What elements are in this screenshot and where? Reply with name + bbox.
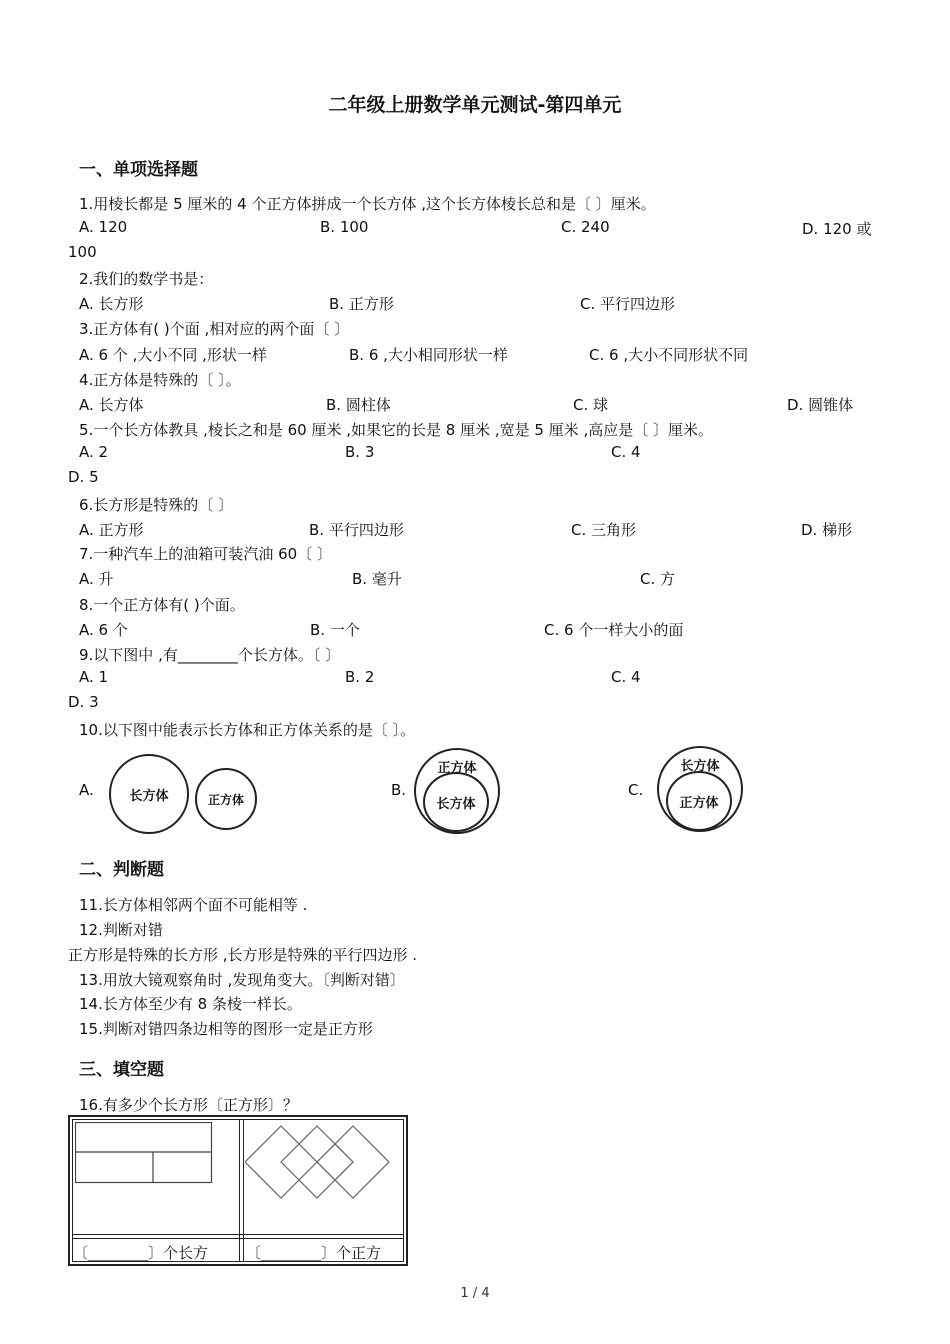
q5-option-d: D. 5 [68,468,99,486]
page-number: 1 / 4 [460,1286,490,1301]
question-6: 6.长方形是特殊的〔 〕 [79,496,234,514]
q6-option-c: C. 三角形 [571,521,637,539]
q1-option-a: A. 120 [79,218,128,236]
q2-option-c: C. 平行四边形 [580,295,676,313]
question-3: 3.正方体有( )个面 ,相对应的两个面〔 〕 [79,320,350,338]
question-14: 14.长方体至少有 8 条棱一样长。 [79,995,302,1013]
q3-option-c: C. 6 ,大小不同形状不同 [589,346,749,364]
q2-option-b: B. 正方形 [329,295,394,313]
section-heading-choice: 一、单项选择题 [79,160,198,180]
q4-option-d: D. 圆锥体 [787,396,854,414]
diagram-c-cuboid-label: 长方体 [680,759,720,774]
q5-option-a: A. 2 [79,443,109,461]
q2-option-a: A. 长方形 [79,295,144,313]
q3-option-a: A. 6 个 ,大小不同 ,形状一样 [79,346,267,364]
question-7: 7.一种汽车上的油箱可装汽油 60〔 〕 [79,545,332,563]
q7-option-a: A. 升 [79,570,114,588]
q3-option-b: B. 6 ,大小相同形状一样 [349,346,508,364]
squares-figure [245,1122,390,1202]
q5-option-b: B. 3 [345,443,375,461]
question-12: 12.判断对错 [79,921,163,939]
q1-option-c: C. 240 [561,218,610,236]
section-heading-fill: 三、填空题 [79,1060,164,1080]
section-heading-judge: 二、判断题 [79,860,164,880]
q10-option-c: C. [628,781,644,799]
question-11: 11.长方体相邻两个面不可能相等 . [79,896,308,914]
q7-option-b: B. 毫升 [352,570,402,588]
diagram-c-cube-circle [666,771,732,831]
diagram-a-cube-circle [195,768,257,830]
question-12-statement: 正方形是特殊的长方形 ,长方形是特殊的平行四边形 . [68,946,418,964]
diagram-a-cube-label: 正方体 [207,792,244,807]
q9-option-a: A. 1 [79,668,109,686]
q1-option-d-wrap: 100 [68,243,97,261]
q5-option-c: C. 4 [611,443,641,461]
question-8: 8.一个正方体有( )个面。 [79,596,245,614]
q8-option-a: A. 6 个 [79,621,128,639]
q9-option-b: B. 2 [345,668,375,686]
q10-option-b: B. [391,781,407,799]
q1-option-d: D. 120 或 [802,220,872,238]
question-16: 16.有多少个长方形〔正方形〕？ [79,1096,298,1114]
q4-option-a: A. 长方体 [79,396,144,414]
q4-option-b: B. 圆柱体 [326,396,391,414]
q6-option-b: B. 平行四边形 [309,521,404,539]
question-15: 15.判断对错四条边相等的图形一定是正方形 [79,1020,373,1038]
question-4: 4.正方体是特殊的〔 〕。 [79,371,241,389]
q9-option-c: C. 4 [611,668,641,686]
question-9: 9.以下图中 ,有________个长方体。〔 〕 [79,646,341,664]
q8-option-c: C. 6 个一样大小的面 [544,621,684,639]
q1-option-b: B. 100 [320,218,369,236]
q4-option-c: C. 球 [573,396,609,414]
q9-option-d: D. 3 [68,693,99,711]
page-title: 二年级上册数学单元测试-第四单元 [328,94,622,116]
q8-option-b: B. 一个 [310,621,360,639]
q6-option-a: A. 正方形 [79,521,144,539]
q7-option-c: C. 方 [640,570,676,588]
rectangles-answer-blank: 〔________〕个长方 [73,1244,209,1262]
question-2: 2.我们的数学书是： [79,270,214,288]
diagram-b-cuboid-circle [423,772,489,832]
q10-option-a: A. [79,781,94,799]
diagram-c-cube-label: 正方体 [679,795,719,811]
diagram-b-cube-label: 正方体 [437,761,477,776]
question-5: 5.一个长方体教具 ,棱长之和是 60 厘米 ,如果它的长是 8 厘米 ,宽是 5 厘米 ,高应是〔 〕厘米。 [79,421,714,439]
diagram-a-cuboid-label: 长方体 [129,788,169,804]
diagram-a-cuboid-circle [109,754,189,834]
q6-option-d: D. 梯形 [801,521,853,539]
question-1: 1.用棱长都是 5 厘米的 4 个正方体拼成一个长方体 ,这个长方体棱长总和是〔 〕厘米。 [79,195,656,213]
question-10: 10.以下图中能表示长方体和正方体关系的是〔 〕。 [79,721,416,739]
rectangles-figure [75,1122,215,1186]
squares-answer-blank: 〔________〕个正方 [246,1244,382,1262]
q16-figure-table [68,1115,408,1266]
question-13: 13.用放大镜观察角时 ,发现角变大。〔判断对错〕 [79,971,405,989]
diagram-b-cuboid-label: 长方体 [436,796,476,812]
